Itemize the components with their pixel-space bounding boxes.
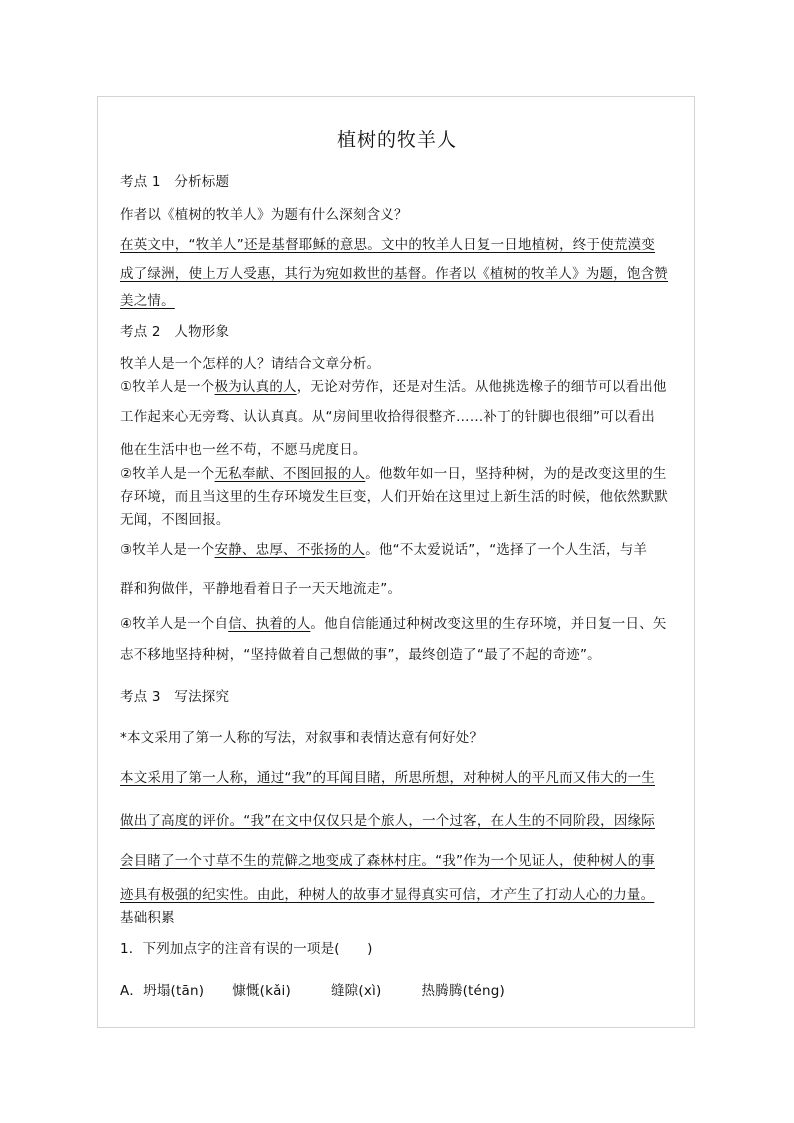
point2-item2-line-2: 存环境，而且当这里的生存环境发生巨变，人们开始在这里过上新生活的时候，他依然默默 [120,489,668,505]
point2-item2-keyword: 无私奉献、不图回报的人 [214,466,366,482]
point2-item3-line-1: ③牧羊人是一个安静、忠厚、不张扬的人。他“不太爱说话”，“选择了一个人生活，与羊 [120,542,648,558]
point1-answer-line-3: 美之情。 [120,293,175,309]
point2-heading: 考点 2 人物形象 [120,324,230,340]
point2-item4-line-2: 志不移地坚持种树，“坚持做着自己想做的事”，最终创造了“最了不起的奇迹”。 [120,647,601,663]
point1-heading: 考点 1 分析标题 [120,174,230,190]
basics-heading: 基础积累 [120,910,175,926]
point2-item1-keyword: 极为认真的人 [214,379,297,395]
point2-question: 牧羊人是一个怎样的人？请结合文章分析。 [120,356,381,372]
option-a-word-1: A．坍塌(tān) [120,983,205,999]
point3-answer-line-4: 迹具有极强的纪实性。由此，种树人的故事才显得真实可信，才产生了打动人心的力量。 [120,887,655,903]
point3-answer-line-3: 会目睹了一个寸草不生的荒僻之地变成了森林村庄。“我”作为一个见证人，使种树人的事 [120,853,655,869]
document-title: 植树的牧羊人 [336,129,457,151]
point1-question: 作者以《植树的牧羊人》为题有什么深刻含义？ [120,207,408,223]
point2-item1-line-3: 他在生活中也一丝不苟，不愿马虎度日。 [120,442,367,458]
point3-heading: 考点 3 写法探究 [120,689,230,705]
point2-item3-line-2: 群和狗做伴，平静地看着日子一天天地流走”。 [120,581,402,597]
point2-item1-line-2: 工作起来心无旁骛、认认真真。从“房间里收拾得很整齐……补丁的针脚也很细”可以看出 [120,409,655,425]
point1-answer-line-1: 在英文中，“牧羊人”还是基督耶稣的意思。文中的牧羊人日复一日地植树，终于使荒漠变 [120,237,655,253]
point3-question: *本文采用了第一人称的写法，对叙事和表情达意有何好处？ [120,730,484,746]
option-a-word-3: 缝隙(xì) [330,983,382,999]
point3-answer-line-2: 做出了高度的评价。“我”在文中仅仅只是个旅人，一个过客，在人生的不同阶段，因缘际 [120,813,655,829]
option-a-word-2: 慷慨(kǎi) [232,983,291,999]
point2-item4-keyword: 信、执着的人 [228,616,311,632]
point2-item2-line-1: ②牧羊人是一个无私奉献、不图回报的人。他数年如一日，坚持种树，为的是改变这里的生 [120,466,667,482]
point2-item4-line-1: ④牧羊人是一个自信、执着的人。他自信能通过种树改变这里的生存环境，并日复一日、矢 [120,616,667,632]
point2-item3-keyword: 安静、忠厚、不张扬的人 [214,542,366,558]
option-a-word-4: 热腾腾(téng) [421,983,506,999]
point1-answer-line-2: 成了绿洲，使上万人受惠，其行为宛如救世的基督。作者以《植树的牧羊人》为题，饱含赞 [120,266,668,282]
question-1: 1．下列加点字的注音有误的一项是( ) [120,941,373,957]
point2-item2-line-3: 无闻，不图回报。 [120,512,230,528]
point3-answer-line-1: 本文采用了第一人称，通过“我”的耳闻目睹，所思所想，对种树人的平凡而又伟大的一生 [120,770,655,786]
point2-item1-line-1: ①牧羊人是一个极为认真的人，无论对劳作，还是对生活。从他挑选橡子的细节可以看出他 [120,379,667,395]
question-1-option-a [120,982,680,1000]
